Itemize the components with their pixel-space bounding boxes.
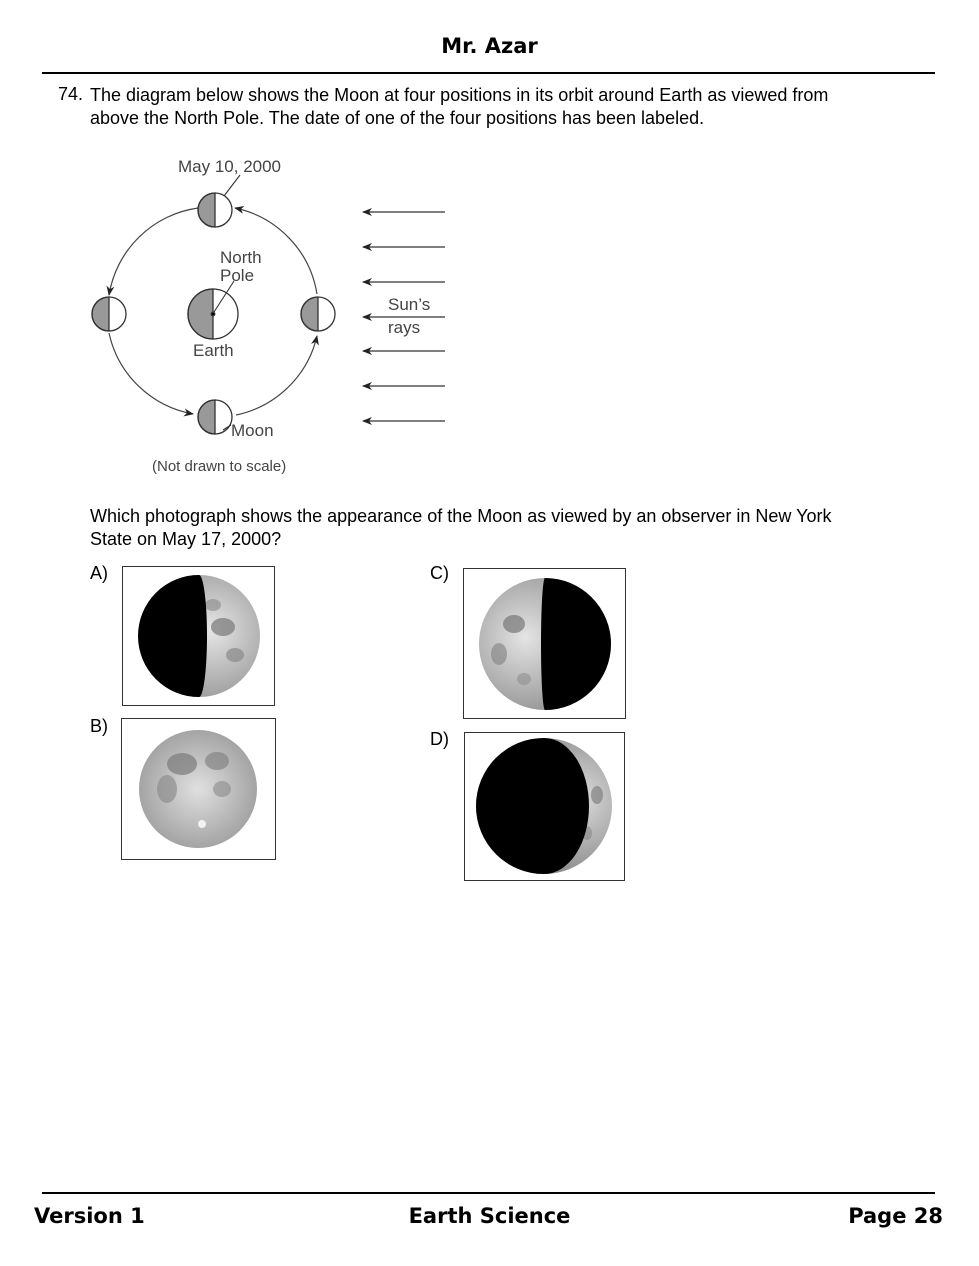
- footer-version: Version 1: [34, 1204, 145, 1228]
- choice-b-photo[interactable]: [121, 718, 276, 860]
- date-leader-line: [224, 175, 240, 196]
- date-label: May 10, 2000: [178, 157, 282, 176]
- moon-label: Moon: [231, 421, 274, 440]
- moon-left: [92, 297, 126, 331]
- earth-label: Earth: [193, 341, 234, 360]
- question-text: The diagram below shows the Moon at four positions in its orbit around Earth as viewed from above the North Pole. The date of one of the four positions has been labeled.: [90, 85, 829, 128]
- sun-rays-label-line2: rays: [388, 318, 421, 337]
- sun-rays-arrows: [363, 212, 445, 421]
- footer-subject: Earth Science: [408, 1204, 571, 1228]
- choice-b-label[interactable]: B): [90, 716, 108, 736]
- header-rule: [42, 72, 935, 74]
- footer-page-number: Page 28: [848, 1204, 943, 1228]
- choice-c-photo[interactable]: [463, 568, 626, 719]
- moon-bottom: [198, 400, 232, 434]
- question-prompt: Which photograph shows the appearance of the Moon as viewed by an observer in New York State on May 17, 2000?: [90, 506, 832, 549]
- moon-right: [301, 297, 335, 331]
- page-header-title: Mr. Azar: [441, 34, 538, 58]
- moon-orbit-diagram: [80, 148, 460, 483]
- choice-d-label[interactable]: D): [430, 729, 449, 749]
- footer-rule: [42, 1192, 935, 1194]
- choice-d-photo[interactable]: [464, 732, 625, 881]
- earth: [188, 289, 238, 339]
- north-pole-label-line1: North: [220, 248, 262, 267]
- choice-a-label[interactable]: A): [90, 563, 108, 583]
- choice-c-label[interactable]: C): [430, 563, 449, 583]
- sun-rays-label-line1: Sun’s: [388, 295, 431, 314]
- question-number: 74.: [58, 84, 84, 104]
- north-pole-label-line2: Pole: [220, 266, 255, 285]
- choice-a-photo[interactable]: [122, 566, 275, 706]
- scale-note: (Not drawn to scale): [152, 458, 287, 475]
- moon-top: [198, 193, 232, 227]
